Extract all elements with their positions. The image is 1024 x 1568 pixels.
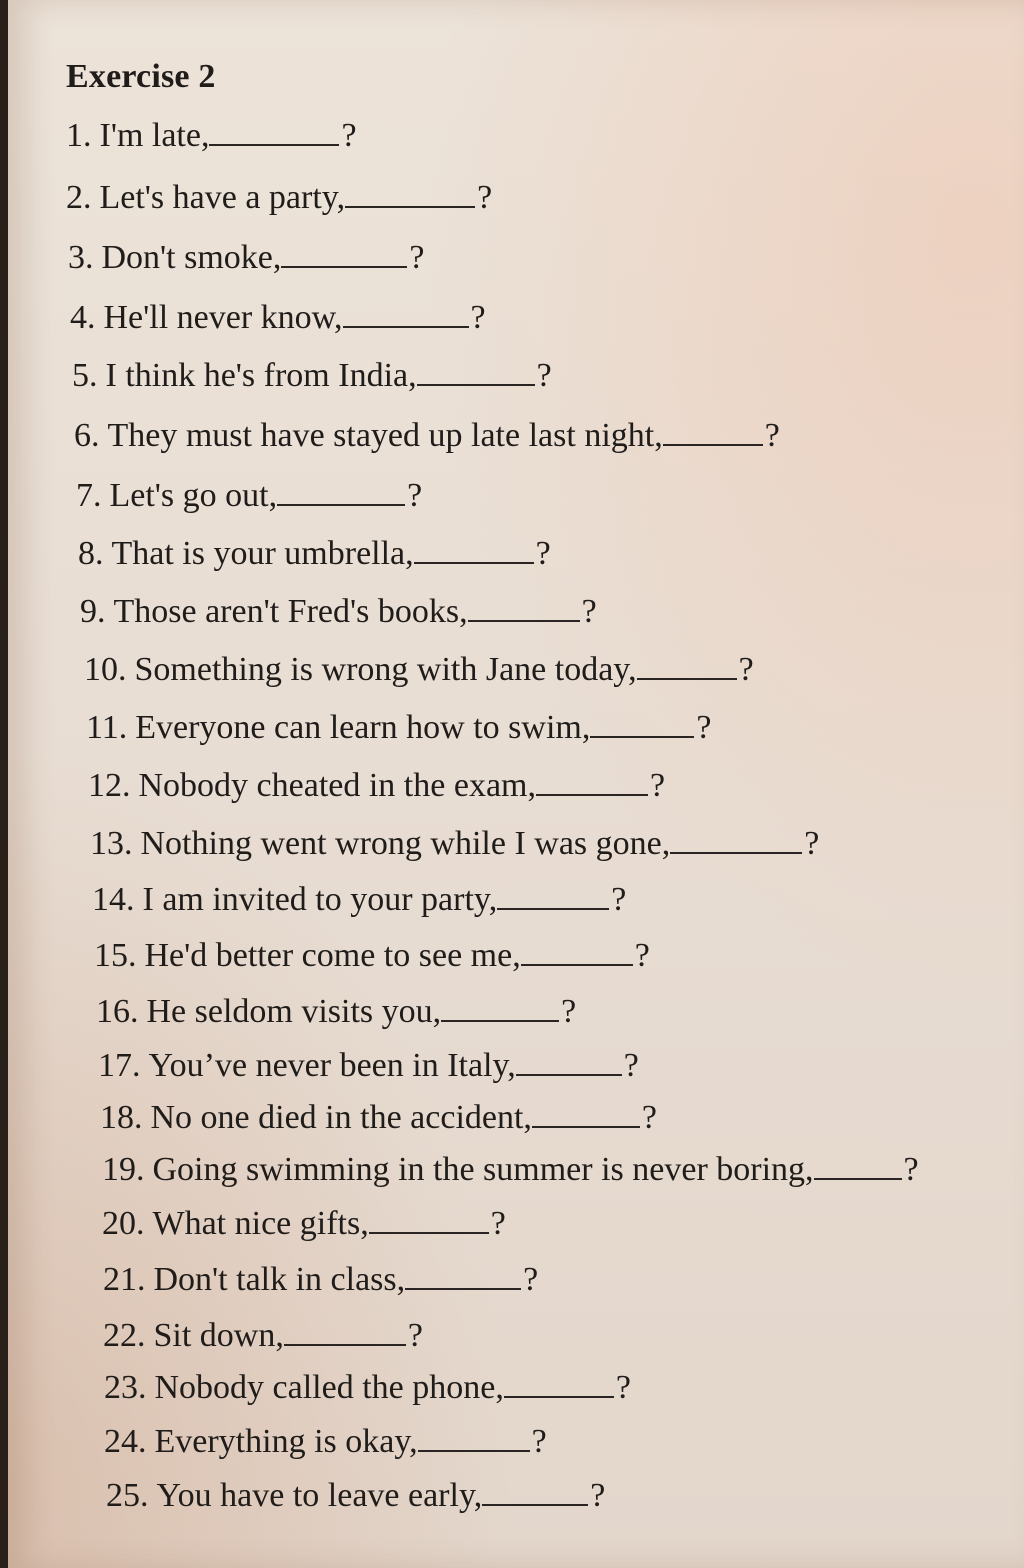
question-mark: ? bbox=[535, 535, 551, 572]
exercise-item-10 bbox=[84, 652, 754, 687]
question-mark: ? bbox=[615, 1369, 631, 1406]
answer-blank[interactable] bbox=[663, 418, 763, 446]
answer-blank[interactable] bbox=[590, 710, 694, 738]
exercise-item-21 bbox=[103, 1262, 538, 1297]
item-text: Nobody called the phone, bbox=[154, 1369, 504, 1406]
question-mark: ? bbox=[523, 1261, 539, 1298]
exercise-item-13 bbox=[90, 826, 819, 861]
item-number: 18. bbox=[100, 1099, 143, 1136]
question-mark: ? bbox=[804, 825, 820, 862]
exercise-item-18 bbox=[100, 1100, 657, 1135]
answer-blank[interactable] bbox=[441, 994, 559, 1022]
question-mark: ? bbox=[611, 881, 627, 918]
item-number: 15. bbox=[94, 937, 137, 974]
item-number: 9. bbox=[80, 593, 106, 630]
item-text: Everything is okay, bbox=[154, 1423, 418, 1460]
item-number: 7. bbox=[76, 477, 102, 514]
item-number: 4. bbox=[70, 299, 96, 336]
question-mark: ? bbox=[561, 993, 577, 1030]
answer-blank[interactable] bbox=[414, 536, 534, 564]
answer-blank[interactable] bbox=[343, 300, 469, 328]
answer-blank[interactable] bbox=[482, 1478, 588, 1506]
item-text: Everyone can learn how to swim, bbox=[135, 709, 591, 746]
item-text: What nice gifts, bbox=[152, 1205, 369, 1242]
answer-blank[interactable] bbox=[521, 938, 633, 966]
question-mark: ? bbox=[738, 651, 754, 688]
exercise-item-25 bbox=[106, 1478, 605, 1513]
item-text: Don't smoke, bbox=[101, 239, 282, 276]
exercise-item-12 bbox=[88, 768, 665, 803]
answer-blank[interactable] bbox=[504, 1370, 614, 1398]
answer-blank[interactable] bbox=[497, 882, 609, 910]
item-text: That is your umbrella, bbox=[111, 535, 414, 572]
question-mark: ? bbox=[490, 1205, 506, 1242]
question-mark: ? bbox=[641, 1099, 658, 1136]
exercise-item-20 bbox=[102, 1206, 506, 1241]
answer-blank[interactable] bbox=[209, 118, 339, 146]
exercise-item-24 bbox=[104, 1424, 547, 1459]
item-text: He'd better come to see me, bbox=[144, 937, 521, 974]
answer-blank[interactable] bbox=[345, 180, 475, 208]
item-number: 12. bbox=[88, 767, 131, 804]
item-text: He seldom visits you, bbox=[146, 993, 442, 1030]
question-mark: ? bbox=[407, 477, 423, 514]
exercise-item-4 bbox=[70, 300, 486, 335]
answer-blank[interactable] bbox=[468, 594, 580, 622]
item-number: 24. bbox=[104, 1423, 147, 1460]
exercise-item-17 bbox=[98, 1048, 639, 1083]
exercise-item-11 bbox=[86, 710, 711, 745]
answer-blank[interactable] bbox=[277, 478, 405, 506]
question-mark: ? bbox=[634, 937, 650, 974]
item-number: 22. bbox=[103, 1317, 146, 1354]
question-mark: ? bbox=[407, 1317, 423, 1354]
exercise-item-16 bbox=[96, 994, 576, 1029]
exercise-item-15 bbox=[94, 938, 650, 973]
question-mark: ? bbox=[531, 1423, 547, 1460]
item-text: Nothing went wrong while I was gone, bbox=[140, 825, 671, 862]
exercise-item-19 bbox=[102, 1152, 919, 1187]
worksheet-page bbox=[8, 0, 1024, 1568]
exercise-item-14 bbox=[92, 882, 626, 917]
exercise-item-8 bbox=[78, 536, 551, 571]
answer-blank[interactable] bbox=[670, 826, 802, 854]
item-text: You’ve never been in Italy, bbox=[148, 1047, 516, 1084]
item-number: 23. bbox=[104, 1369, 147, 1406]
answer-blank[interactable] bbox=[637, 652, 737, 680]
answer-blank[interactable] bbox=[281, 240, 407, 268]
answer-blank[interactable] bbox=[284, 1318, 406, 1346]
item-number: 13. bbox=[90, 825, 133, 862]
item-number: 17. bbox=[98, 1047, 141, 1084]
question-mark: ? bbox=[623, 1047, 639, 1084]
question-mark: ? bbox=[341, 117, 357, 154]
exercise-item-22 bbox=[103, 1318, 423, 1353]
item-text: Nobody cheated in the exam, bbox=[138, 767, 536, 804]
exercise-item-6 bbox=[74, 418, 780, 453]
answer-blank[interactable] bbox=[532, 1100, 640, 1128]
item-text: Let's have a party, bbox=[99, 179, 346, 216]
question-mark: ? bbox=[590, 1477, 606, 1514]
item-text: I think he's from India, bbox=[105, 357, 417, 394]
item-text: He'll never know, bbox=[103, 299, 343, 336]
question-mark: ? bbox=[581, 593, 597, 630]
exercise-item-2 bbox=[66, 180, 492, 215]
item-number: 10. bbox=[84, 651, 127, 688]
item-number: 20. bbox=[102, 1205, 145, 1242]
exercise-item-23 bbox=[104, 1370, 631, 1405]
item-text: I'm late, bbox=[99, 117, 210, 154]
question-mark: ? bbox=[536, 357, 552, 394]
item-text: Those aren't Fred's books, bbox=[113, 593, 468, 630]
item-number: 5. bbox=[72, 357, 98, 394]
exercise-item-9 bbox=[80, 594, 597, 629]
question-mark: ? bbox=[696, 709, 712, 746]
item-number: 21. bbox=[103, 1261, 146, 1298]
answer-blank[interactable] bbox=[536, 768, 648, 796]
question-mark: ? bbox=[764, 417, 780, 454]
item-number: 14. bbox=[92, 881, 135, 918]
exercise-title: Exercise 2 bbox=[66, 58, 216, 95]
exercise-item-3 bbox=[68, 240, 425, 275]
item-number: 1. bbox=[66, 117, 92, 154]
item-text: You have to leave early, bbox=[156, 1477, 483, 1514]
item-number: 3. bbox=[68, 239, 94, 276]
answer-blank[interactable] bbox=[516, 1048, 622, 1076]
item-text: They must have stayed up late last night, bbox=[107, 417, 663, 454]
item-number: 2. bbox=[66, 179, 92, 216]
item-text: Going swimming in the summer is never boring, bbox=[152, 1151, 814, 1188]
question-mark: ? bbox=[903, 1151, 919, 1188]
item-number: 25. bbox=[106, 1477, 149, 1514]
answer-blank[interactable] bbox=[369, 1206, 489, 1234]
item-number: 11. bbox=[86, 709, 128, 746]
item-text: I am invited to your party, bbox=[142, 881, 498, 918]
exercise-item-1 bbox=[66, 118, 357, 153]
answer-blank[interactable] bbox=[405, 1262, 521, 1290]
exercise-item-7 bbox=[76, 478, 422, 513]
item-text: Sit down, bbox=[153, 1317, 284, 1354]
item-text: No one died in the accident, bbox=[150, 1099, 532, 1136]
item-number: 16. bbox=[96, 993, 139, 1030]
answer-blank[interactable] bbox=[814, 1152, 902, 1180]
item-number: 6. bbox=[74, 417, 100, 454]
question-mark: ? bbox=[470, 299, 486, 336]
answer-blank[interactable] bbox=[417, 358, 535, 386]
item-text: Let's go out, bbox=[109, 477, 278, 514]
question-mark: ? bbox=[409, 239, 425, 276]
item-number: 19. bbox=[102, 1151, 145, 1188]
exercise-item-5 bbox=[72, 358, 552, 393]
answer-blank[interactable] bbox=[418, 1424, 530, 1452]
item-number: 8. bbox=[78, 535, 104, 572]
question-mark: ? bbox=[477, 179, 493, 216]
item-text: Don't talk in class, bbox=[153, 1261, 406, 1298]
question-mark: ? bbox=[649, 767, 666, 804]
item-text: Something is wrong with Jane today, bbox=[134, 651, 637, 688]
